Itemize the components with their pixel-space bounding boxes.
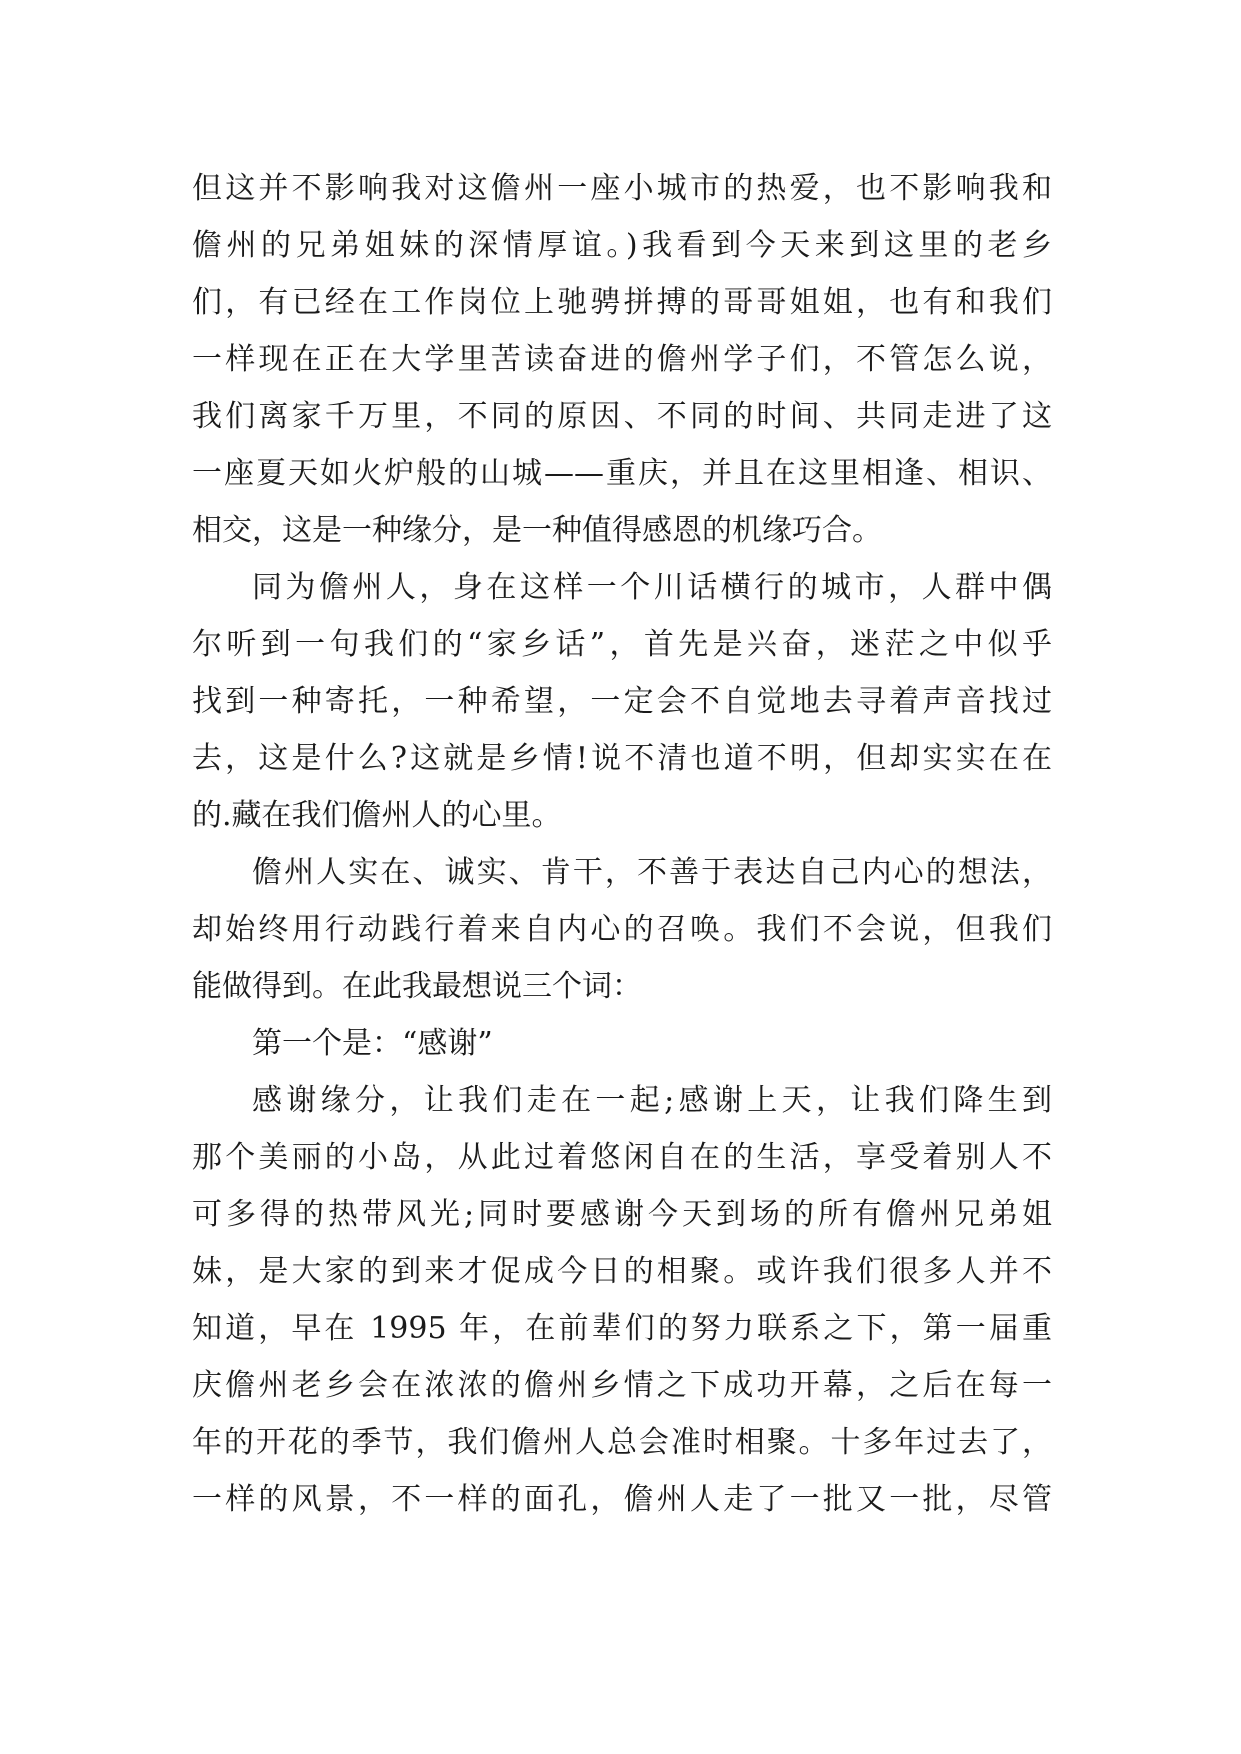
text-line: 的.藏在我们儋州人的心里。 [192,798,562,833]
text-line: 但这并不影响我对这儋州一座小城市的热爱，也不影响我和 [192,171,1052,206]
text-line: 去，这是什么?这就是乡情!说不清也道不明，但却实实在在 [192,741,1052,776]
text-line: 一样现在正在大学里苦读奋进的儋州学子们，不管怎么说， [192,342,1052,377]
text-line: 知道，早在 1995 年，在前辈们的努力联系之下，第一届重 [192,1311,1052,1346]
text-line: 一座夏天如火炉般的山城——重庆，并且在这里相逢、相识、 [192,456,1052,491]
text-line: 儋州人实在、诚实、肯干，不善于表达自己内心的想法， [252,855,1052,890]
text-line: 儋州的兄弟姐妹的深情厚谊。)我看到今天来到这里的老乡 [192,228,1052,263]
text-line: 那个美丽的小岛，从此过着悠闲自在的生活，享受着别人不 [192,1140,1052,1175]
text-line: 庆儋州老乡会在浓浓的儋州乡情之下成功开幕，之后在每一 [192,1368,1052,1403]
text-line: 找到一种寄托，一种希望，一定会不自觉地去寻着声音找过 [192,684,1052,719]
text-line: 一样的风景，不一样的面孔，儋州人走了一批又一批，尽管 [192,1482,1052,1517]
text-line: 尔听到一句我们的“家乡话”，首先是兴奋，迷茫之中似乎 [192,627,1052,662]
text-line: 年的开花的季节，我们儋州人总会准时相聚。十多年过去了， [192,1425,1052,1460]
text-line: 相交，这是一种缘分，是一种值得感恩的机缘巧合。 [192,513,882,548]
text-line: 能做得到。在此我最想说三个词： [192,969,642,1004]
text-line: 可多得的热带风光;同时要感谢今天到场的所有儋州兄弟姐 [192,1197,1052,1232]
text-line: 妹，是大家的到来才促成今日的相聚。或许我们很多人并不 [192,1254,1052,1289]
body-text [192,160,1052,1528]
text-line: 第一个是：“感谢” [252,1026,493,1061]
text-line: 我们离家千万里，不同的原因、不同的时间、共同走进了这 [192,399,1052,434]
text-line: 们，有已经在工作岗位上驰骋拼搏的哥哥姐姐，也有和我们 [192,285,1052,320]
text-line: 感谢缘分，让我们走在一起;感谢上天，让我们降生到 [252,1083,1052,1118]
text-line: 却始终用行动践行着来自内心的召唤。我们不会说，但我们 [192,912,1052,947]
text-line: 同为儋州人，身在这样一个川话横行的城市，人群中偶 [252,570,1052,605]
